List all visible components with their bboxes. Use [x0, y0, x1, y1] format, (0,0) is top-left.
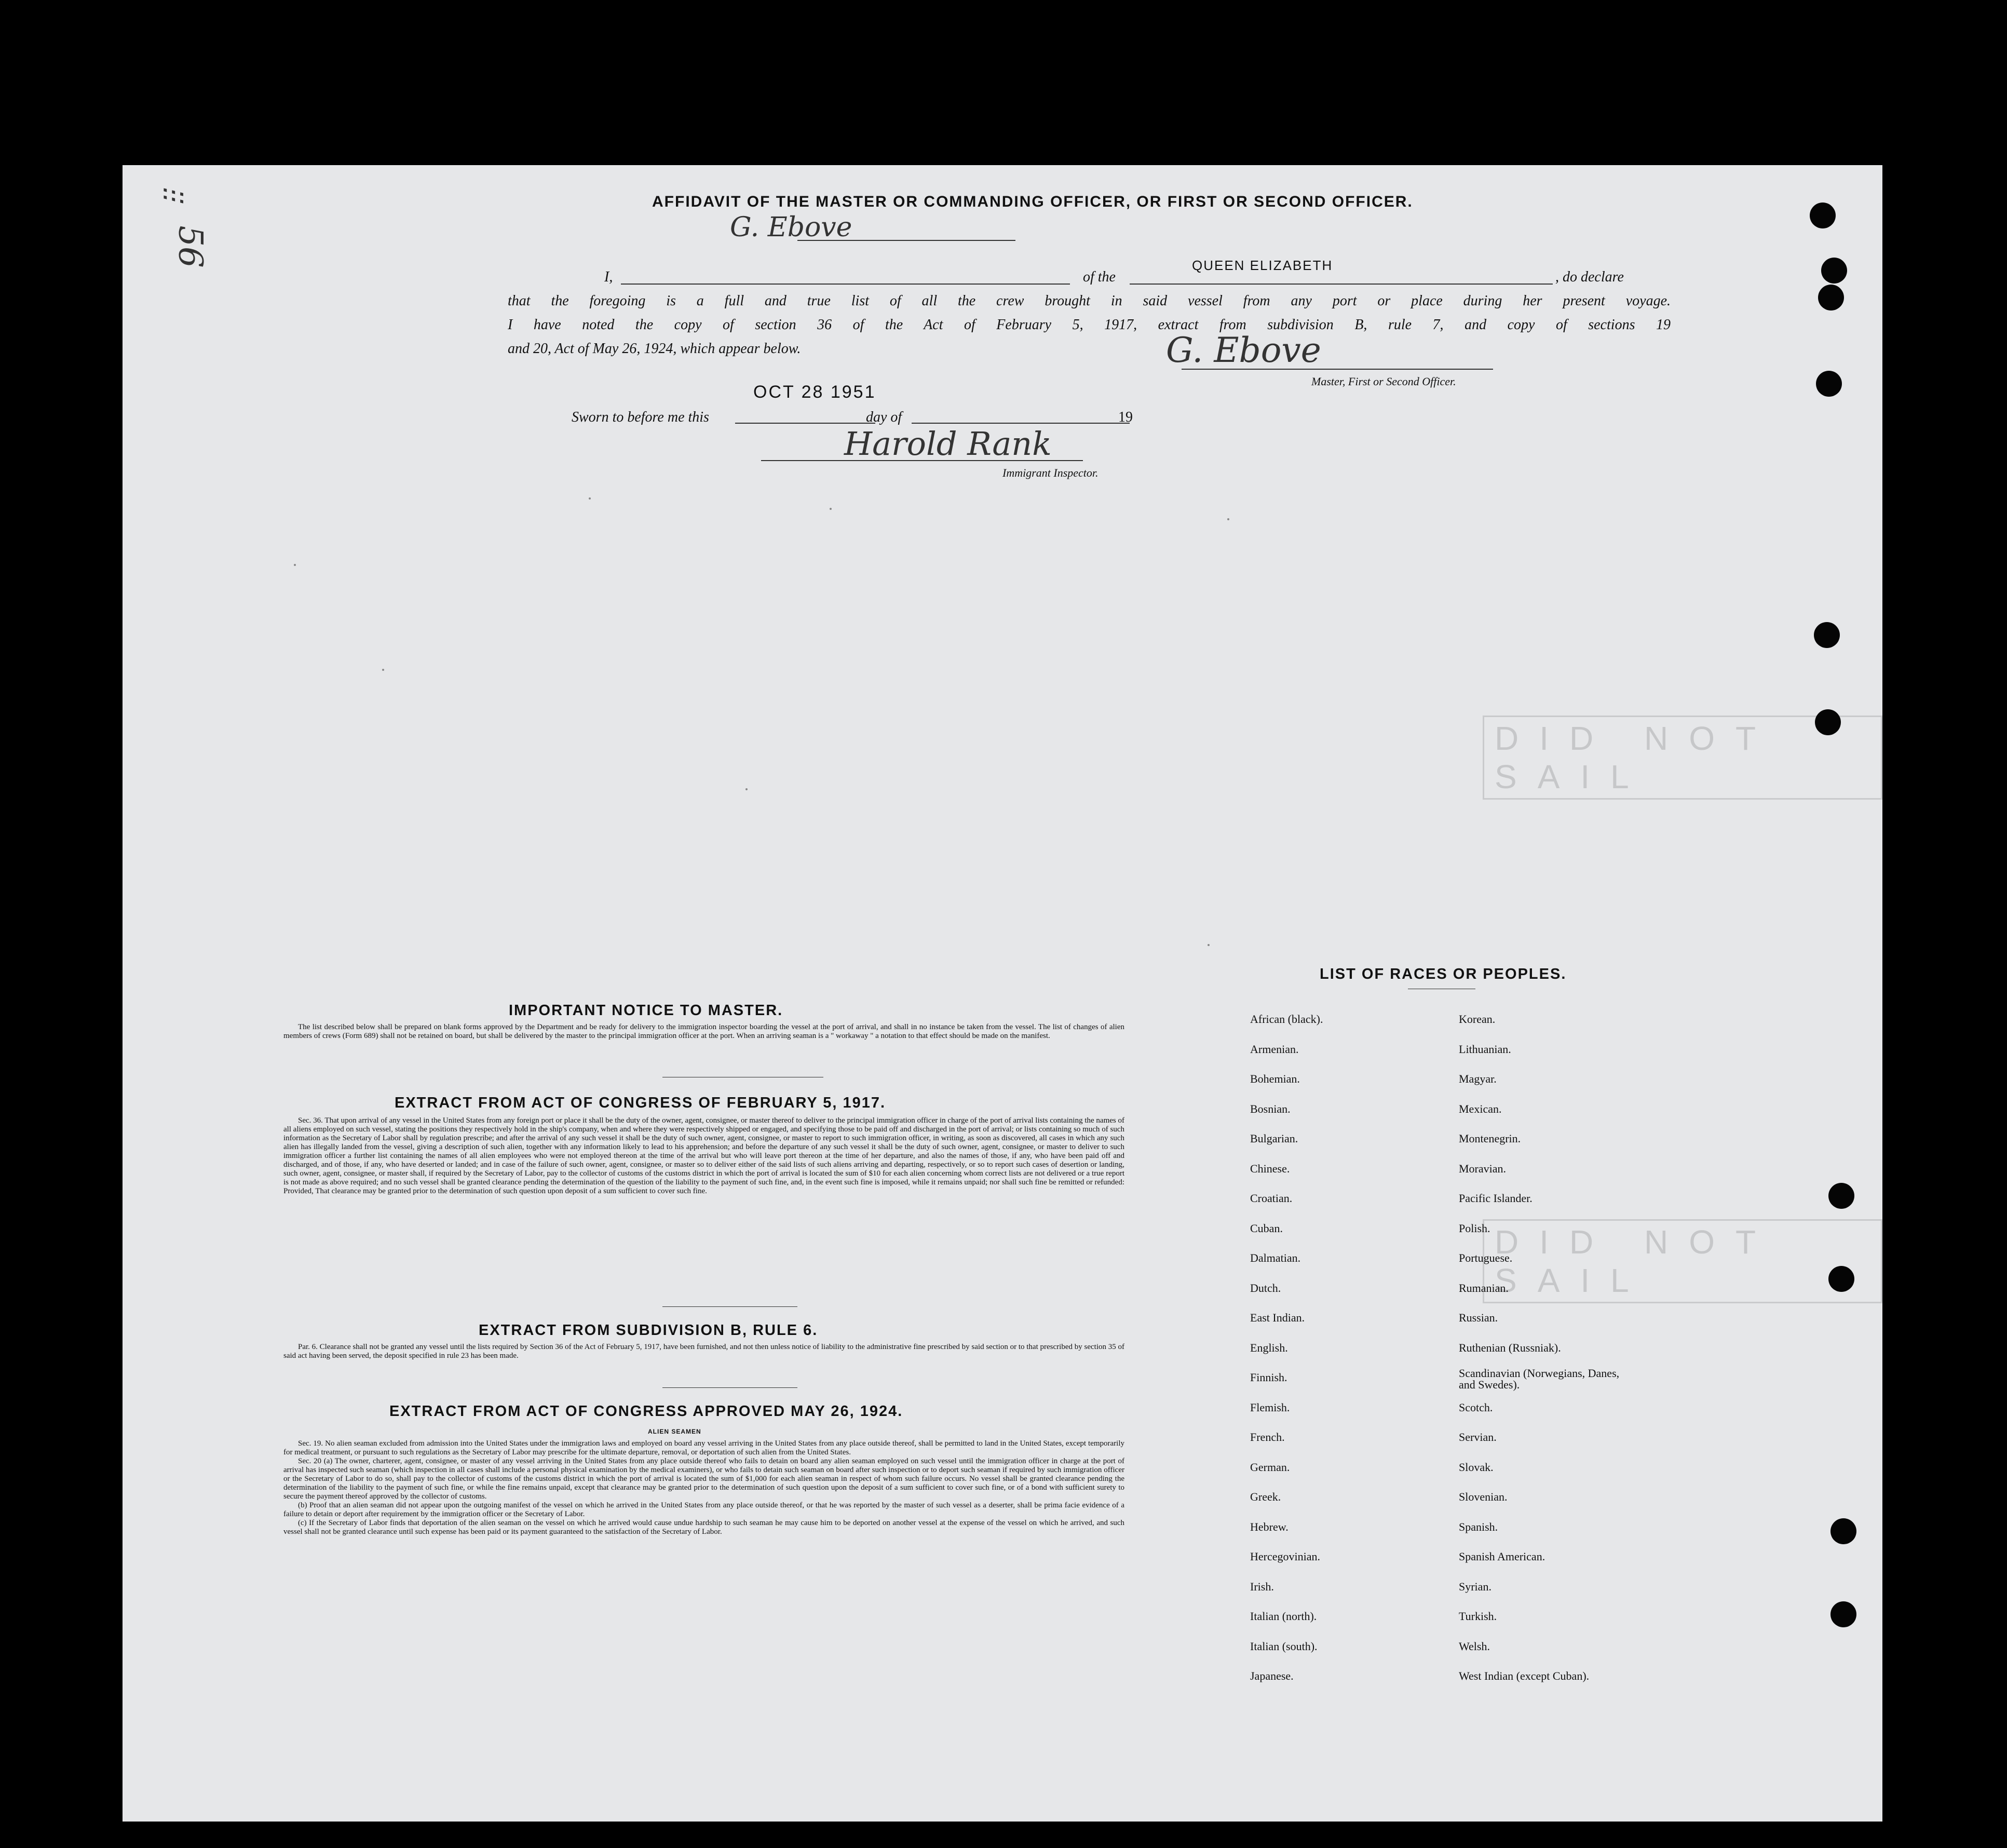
name-line [621, 284, 1070, 285]
sec19: Sec. 19. No alien seaman excluded from admission into the United States under the immigration laws and employed on board any vessel arriving in the United States from any place outside thereof, shall be permitted to land in the United States, except temporarily for medical treatment, or pursuant to such regulations as the Secretary of Labor may prescribe for the ultimate departure, removal, or deportation of such alien from the United States. [283, 1439, 1124, 1456]
bleed-through-stamp: DID NOT SAIL [1483, 1219, 1882, 1303]
race-item: Lithuanian. [1459, 1042, 1511, 1056]
speck [830, 508, 832, 510]
punch-hole [1821, 258, 1847, 284]
race-item: Italian (south). [1250, 1639, 1318, 1653]
race-item: Korean. [1459, 1013, 1496, 1026]
speck [294, 564, 296, 566]
year-prefix: 19 [1118, 409, 1133, 425]
notice-body: The list described below shall be prepared on blank forms approved by the Department and be ready for delivery to the immigration inspector boarding the vessel at the port of arrival, and shall in no instance be taken from the vessel. The list of changes of alien members of crews (Form 689) shall not be retained on board, but shall be delivered by the master to the principal immigration officer at the port. When an arriving seaman is a " workaway " a notation to that effect should be made on the manifest. [283, 1023, 1124, 1040]
extract-rule6-title: EXTRACT FROM SUBDIVISION B, RULE 6. [479, 1322, 818, 1339]
race-item: Scotch. [1459, 1400, 1493, 1414]
sec20c: (c) If the Secretary of Labor finds that deportation of the alien seaman on the vessel on which he arrived would cause undue hardship to such seaman he may cause him to be deported on another vessel at the expense of the vessel on which he arrived, and such vessel shall not be granted clearance until such expense has been paid or its payment guaranteed to the satisfaction of the Secretary of Labor. [283, 1519, 1124, 1536]
race-item: Dutch. [1250, 1281, 1281, 1294]
race-item: Italian (north). [1250, 1610, 1317, 1623]
sec20a: Sec. 20 (a) The owner, charterer, agent, consignee, or master of any vessel arriving in the United States from any place outside thereof who fails to detain on board any alien seaman employed on such vessel until the immigration officer in charge at the port of arrival has inspected such seaman (which inspection in all cases shall include a personal physical examination by the medical examiners), or who fails to detain such seaman on board after such inspection or to deport such seaman if required by such immigration officer or the Secretary of Labor to do so, shall pay to the collector of customs of the customs district in which the port of arrival is located the sum of $1,000 for each alien seaman in respect of whom such failure occurs. No vessel shall be granted clearance pending the determination of the liability to the payment of such fine, or while the fine remains unpaid, except that clearance may be granted prior to the determination of such question upon the deposit of a sum sufficient to cover such fine, or of a bond with sufficient surety to secure the payment thereof approved by the collector of customs. [283, 1457, 1124, 1501]
punch-hole [1814, 622, 1840, 648]
speck [1208, 944, 1210, 946]
race-item: Polish. [1459, 1221, 1490, 1235]
race-item: Turkish. [1459, 1610, 1497, 1623]
punch-hole [1828, 1266, 1854, 1292]
speck [745, 788, 748, 790]
extract1917-body: Sec. 36. That upon arrival of any vessel in the United States from any foreign port or place it shall be the duty of the owner, agent, consignee, or master thereof to deliver to the principal immigration officer in charge of the port of arrival lists containing the names of all aliens employed on such vessel, stating the positions they respectively hold in the ship's company, when and where they were respectively shipped or engaged, and specifying those to be paid off and discharged in the port of arrival; or lists containing so much of such information as the Secretary of Labor shall by regulation prescribe; and after the arrival of any such vessel it shall be the duty of such owner, agent, consignee, or master to report to such immigration officer, in writing, as soon as discovered, all cases in which any such alien has illegally landed from the vessel, giving a description of such alien, together with any information likely to lead to his apprehension; and before the departure of any such vessel it shall be the duty of such owner, agent, consignee, or master to deliver to such immigration officer a further list containing the names of all alien employees who were not employed thereon at the time of the arrival but who will leave port thereon at the time of her departure, and also the names of those, if any, who have been paid off and discharged, and of those, if any, who have deserted or landed; and in case of the failure of such owner, agent, consignee, or master so to deliver either of the said lists of such aliens arriving and departing, respectively, or so to report such cases of desertion or landing, such owner, agent, consignee, or master shall, if required by the Secretary of Labor, pay to the collector of customs of the customs district in which the port of arrival is located the sum of $10 for each alien concerning whom correct lists are not delivered or a true report is not made as above required; and no such vessel shall be granted clearance pending the determination of the question of the liability to the payment of such fine, and, in the event such fine is imposed, while it remains unpaid; nor shall such fine be remitted or refunded: Provided, That clearance may be granted prior to the determination of such question upon deposit of a sum sufficient to cover such fine. [283, 1116, 1124, 1195]
race-item: Rumanian. [1459, 1281, 1509, 1294]
vessel-name: QUEEN ELIZABETH [1192, 258, 1333, 273]
race-item: Servian. [1459, 1431, 1497, 1444]
race-item: Bohemian. [1250, 1072, 1300, 1085]
affidavit-line4: and 20, Act of May 26, 1924, which appear below. [508, 341, 801, 357]
race-item: Croatian. [1250, 1192, 1293, 1205]
race-item: Pacific Islander. [1459, 1192, 1533, 1205]
master-caption: Master, First or Second Officer. [1311, 375, 1456, 388]
sec20b: (b) Proof that an alien seaman did not appear upon the outgoing manifest of the vessel on which he arrived in the United States from any place outside thereof, or that he was reported by the master of such vessel as a deserter, shall be prima facie evidence of a failure to detain or deport after requirement by the immigration officer or the Secretary of Labor. [283, 1501, 1124, 1518]
punch-hole [1830, 1601, 1856, 1627]
month-line [912, 423, 1130, 424]
race-item: East Indian. [1250, 1311, 1305, 1324]
race-item: African (black). [1250, 1013, 1323, 1026]
extract-rule6-body: Par. 6. Clearance shall not be granted any vessel until the lists required by Section 36 of the Act of February 5, 1917, have been furnished, and not then unless notice of liability to the administrative fine prescribed by said section or to that prescribed by section 35 of said act having been served, the deposit specified in rule 23 has been made. [283, 1343, 1124, 1360]
inspector-caption: Immigrant Inspector. [1002, 466, 1099, 479]
race-item: Bulgarian. [1250, 1132, 1298, 1145]
race-item: Moravian. [1459, 1162, 1507, 1175]
affidavit-line2: that the foregoing is a full and true list of all the crew brought in said vessel from any port or place during her present voyage. [508, 293, 1671, 309]
master-signature-line [1182, 369, 1493, 370]
race-item: Spanish. [1459, 1520, 1498, 1533]
race-item: Chinese. [1250, 1162, 1290, 1175]
race-item: Dalmatian. [1250, 1251, 1301, 1264]
sworn-text: Sworn to before me this [572, 409, 709, 425]
race-item: Welsh. [1459, 1639, 1490, 1653]
race-item: Greek. [1250, 1490, 1281, 1503]
punch-hole [1818, 285, 1844, 311]
margin-mark-top: ⫶⫶ [155, 185, 188, 200]
extract1924-subtitle: ALIEN SEAMEN [648, 1428, 701, 1435]
race-item: English. [1250, 1341, 1288, 1354]
race-item: Montenegrin. [1459, 1132, 1521, 1145]
notice-title: IMPORTANT NOTICE TO MASTER. [509, 1002, 783, 1019]
race-item: Finnish. [1250, 1371, 1287, 1384]
race-item: Hercegovinian. [1250, 1550, 1320, 1563]
affidavit-of-the: of the [1083, 269, 1116, 285]
race-item: French. [1250, 1431, 1285, 1444]
race-item: Ruthenian (Russniak). [1459, 1341, 1561, 1354]
divider [662, 1387, 797, 1388]
race-item: Flemish. [1250, 1400, 1290, 1414]
race-item: Armenian. [1250, 1042, 1299, 1056]
affidavit-line1-prefix: I, [604, 269, 613, 285]
punch-hole [1810, 203, 1836, 228]
speck [1227, 518, 1229, 520]
day-line [735, 423, 875, 424]
speck [589, 497, 591, 500]
day-of-text: day of [866, 409, 902, 425]
punch-hole [1815, 709, 1841, 735]
race-item: Cuban. [1250, 1221, 1283, 1235]
punch-hole [1828, 1183, 1854, 1209]
race-item: Bosnian. [1250, 1102, 1291, 1115]
race-item: Mexican. [1459, 1102, 1502, 1115]
affidavit-title: AFFIDAVIT OF THE MASTER OR COMMANDING OFFICER, OR FIRST OR SECOND OFFICER. [652, 193, 1413, 210]
race-item: Japanese. [1250, 1669, 1294, 1682]
races-title: LIST OF RACES OR PEOPLES. [1320, 966, 1567, 982]
race-item: Slovak. [1459, 1460, 1494, 1474]
race-item: Scandinavian (Norwegians, Danes, and Swedes). [1459, 1367, 1620, 1391]
speck [382, 669, 384, 671]
document-sheet [123, 165, 1882, 1822]
race-item: Hebrew. [1250, 1520, 1289, 1533]
race-item: Irish. [1250, 1580, 1274, 1593]
master-signature-top: G. Ebove [730, 212, 852, 243]
race-item: Spanish American. [1459, 1550, 1545, 1563]
race-item: Magyar. [1459, 1072, 1497, 1085]
race-item: German. [1250, 1460, 1290, 1474]
signature-rule-top [797, 240, 1015, 241]
date-stamp: OCT 28 1951 [753, 382, 876, 402]
race-item: West Indian (except Cuban). [1459, 1669, 1590, 1682]
inspector-signature-line [761, 460, 1083, 461]
extract1924-title: EXTRACT FROM ACT OF CONGRESS APPROVED MAY 26, 1924. [389, 1403, 903, 1420]
race-item: Syrian. [1459, 1580, 1491, 1593]
affidavit-line1-suffix: , do declare [1555, 269, 1624, 285]
race-item: Portuguese. [1459, 1251, 1513, 1264]
vessel-line [1130, 284, 1553, 285]
punch-hole [1816, 371, 1842, 397]
extract1917-title: EXTRACT FROM ACT OF CONGRESS OF FEBRUARY 5, 1917. [395, 1095, 886, 1111]
divider [662, 1306, 797, 1307]
bleed-through-stamp: DID NOT SAIL [1483, 716, 1882, 800]
margin-mark-bottom: 56 [171, 225, 210, 268]
punch-hole [1830, 1518, 1856, 1544]
race-item: Russian. [1459, 1311, 1498, 1324]
master-signature: G. Ebove [1166, 330, 1321, 370]
race-item: Slovenian. [1459, 1490, 1508, 1503]
affidavit-line3: I have noted the copy of section 36 of the Act of February 5, 1917, extract from subdivision B, rule 7, and copy of sections 19 [508, 317, 1671, 333]
inspector-signature: Harold Rank [844, 425, 1052, 463]
extract1924-body [283, 1439, 1124, 1536]
